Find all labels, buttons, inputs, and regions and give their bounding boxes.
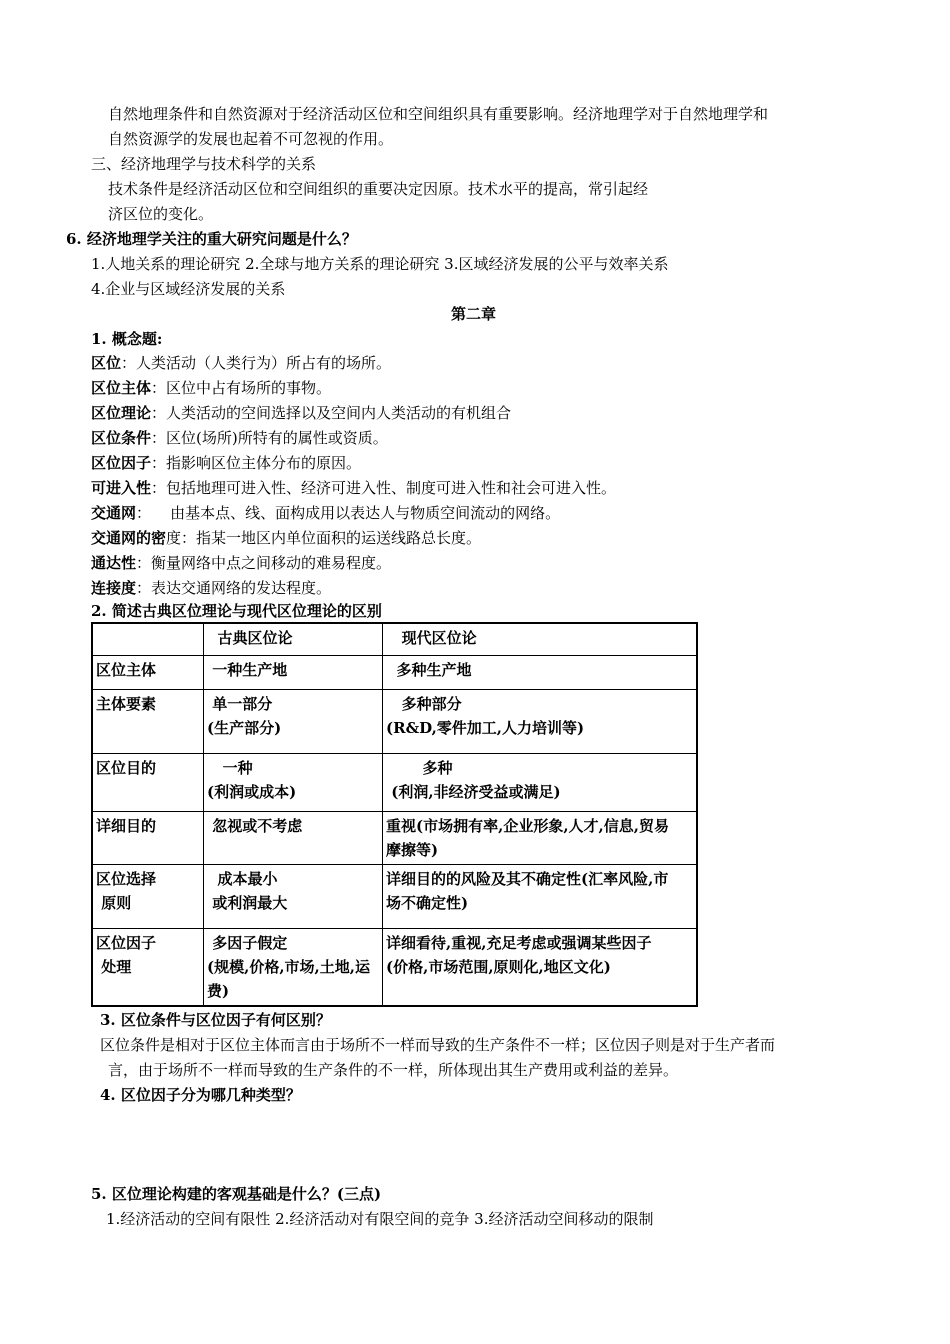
table-cell: 成本最小 或利润最大 xyxy=(204,864,383,928)
concept-sep: ： xyxy=(151,454,167,472)
concept-term: 区位 xyxy=(91,354,122,372)
paragraph-line: 自然地理条件和自然资源对于经济活动区位和空间组织具有重要影响。经济地理学对于自然地理学和 xyxy=(108,105,769,123)
concept-item xyxy=(91,478,616,498)
table-cell: 区位因子 处理 xyxy=(92,928,204,1006)
concept-def: 人类活动（人类行为）所占有的场所。 xyxy=(136,354,392,372)
comparison-table xyxy=(91,622,698,1007)
concept-sep: ： xyxy=(151,379,167,397)
table-cell: 忽视或不考虑 xyxy=(204,811,383,864)
table-cell: 单一部分 (生产部分) xyxy=(204,689,383,753)
concept-sep: ： xyxy=(151,429,167,447)
concept-sep: 度： xyxy=(166,529,197,547)
concept-item xyxy=(91,428,388,448)
concept-term: 连接度 xyxy=(91,579,137,597)
table-cell: 主体要素 xyxy=(92,689,204,753)
table-header-cell: 现代区位论 xyxy=(383,623,698,655)
question-heading: 4. 区位因子分为哪几种类型？ xyxy=(100,1086,301,1104)
table-cell: 一种 (利润或成本) xyxy=(204,753,383,811)
concept-sep: ： xyxy=(136,554,152,572)
paragraph-line: 济区位的变化。 xyxy=(108,205,214,223)
concept-item xyxy=(91,453,361,473)
concept-term: 区位条件 xyxy=(91,429,152,447)
concept-term: 交通网的密 xyxy=(91,529,167,547)
concept-sep: ： xyxy=(151,479,167,497)
table-cell: 多种生产地 xyxy=(383,655,698,689)
concept-sep: ： xyxy=(136,504,152,522)
paragraph-line: 自然资源学的发展也起着不可忽视的作用。 xyxy=(108,130,394,148)
section-heading: 三、经济地理学与技术科学的关系 xyxy=(91,155,317,173)
answer-line: 1.人地关系的理论研究 2.全球与地方关系的理论研究 3.区域经济发展的公平与效率关系 xyxy=(91,255,669,273)
question-heading: 1. 概念题: xyxy=(91,330,163,348)
concept-def: 包括地理可进入性、经济可进入性、制度可进入性和社会可进入性。 xyxy=(166,479,617,497)
table-row xyxy=(92,864,697,928)
concept-def: 指某一地区内单位面积的运送线路总长度。 xyxy=(196,529,482,547)
concept-sep: ： xyxy=(121,354,137,372)
answer-line: 言，由于场所不一样而导致的生产条件的不一样，所体现出其生产费用或利益的差异。 xyxy=(108,1061,679,1079)
table-row xyxy=(92,689,697,753)
concept-term: 交通网 xyxy=(91,504,137,522)
table-cell: 区位主体 xyxy=(92,655,204,689)
concept-item xyxy=(91,528,481,548)
concept-sep: ： xyxy=(151,404,167,422)
concept-term: 区位因子 xyxy=(91,454,152,472)
question-heading: 3. 区位条件与区位因子有何区别？ xyxy=(100,1011,331,1029)
concept-def: 表达交通网络的发达程度。 xyxy=(151,579,332,597)
question-heading: 6. 经济地理学关注的重大研究问题是什么？ xyxy=(66,230,357,248)
concept-item xyxy=(91,378,331,398)
table-header-row xyxy=(92,623,697,655)
concept-item xyxy=(91,578,331,598)
table-header-cell xyxy=(92,623,204,655)
table-header-cell: 古典区位论 xyxy=(204,623,383,655)
concept-term: 通达性 xyxy=(91,554,137,572)
concept-item xyxy=(91,403,511,423)
concept-def: 区位(场所)所特有的属性或资质。 xyxy=(166,429,388,447)
concept-term: 可进入性 xyxy=(91,479,152,497)
table-row xyxy=(92,811,697,864)
question-heading: 5. 区位理论构建的客观基础是什么？(三点) xyxy=(91,1185,382,1203)
answer-line: 1.经济活动的空间有限性 2.经济活动对有限空间的竞争 3.经济活动空间移动的限制 xyxy=(106,1210,654,1228)
table-cell: 多种部分 (R&D,零件加工,人力培训等) xyxy=(383,689,698,753)
chapter-title: 第二章 xyxy=(451,305,497,323)
concept-def: 衡量网络中点之间移动的难易程度。 xyxy=(151,554,392,572)
table-cell: 区位选择 原则 xyxy=(92,864,204,928)
concept-def: 人类活动的空间选择以及空间内人类活动的有机组合 xyxy=(166,404,512,422)
table-row xyxy=(92,655,697,689)
answer-line: 区位条件是相对于区位主体而言由于场所不一样而导致的生产条件不一样；区位因子则是对于生产者而 xyxy=(100,1036,776,1054)
table-cell: 重视(市场拥有率,企业形象,人才,信息,贸易 摩擦等) xyxy=(383,811,698,864)
concept-def: 由基本点、线、面构成用以表达人与物质空间流动的网络。 xyxy=(151,504,561,522)
table-cell: 多种 (利润,非经济受益或满足) xyxy=(383,753,698,811)
concept-item xyxy=(91,553,391,573)
concept-item xyxy=(91,503,560,523)
table-row xyxy=(92,928,697,1006)
concept-item xyxy=(91,353,391,373)
table-cell: 一种生产地 xyxy=(204,655,383,689)
table-cell: 详细看待,重视,充足考虑或强调某些因子 (价格,市场范围,原则化,地区文化) xyxy=(383,928,698,1006)
table-row xyxy=(92,753,697,811)
table-cell: 详细目的的风险及其不确定性(汇率风险,市 场不确定性) xyxy=(383,864,698,928)
concept-def: 指影响区位主体分布的原因。 xyxy=(166,454,362,472)
question-heading: 2. 简述古典区位理论与现代区位理论的区别 xyxy=(91,602,382,620)
answer-line: 4.企业与区域经济发展的关系 xyxy=(91,280,286,298)
concept-term: 区位理论 xyxy=(91,404,152,422)
table-cell: 区位目的 xyxy=(92,753,204,811)
concept-sep: ： xyxy=(136,579,152,597)
paragraph-line: 技术条件是经济活动区位和空间组织的重要决定因原。技术水平的提高，常引起经 xyxy=(108,180,649,198)
table-cell: 详细目的 xyxy=(92,811,204,864)
concept-def: 区位中占有场所的事物。 xyxy=(166,379,332,397)
table-cell: 多因子假定 (规模,价格,市场,土地,运 费) xyxy=(204,928,383,1006)
concept-term: 区位主体 xyxy=(91,379,152,397)
